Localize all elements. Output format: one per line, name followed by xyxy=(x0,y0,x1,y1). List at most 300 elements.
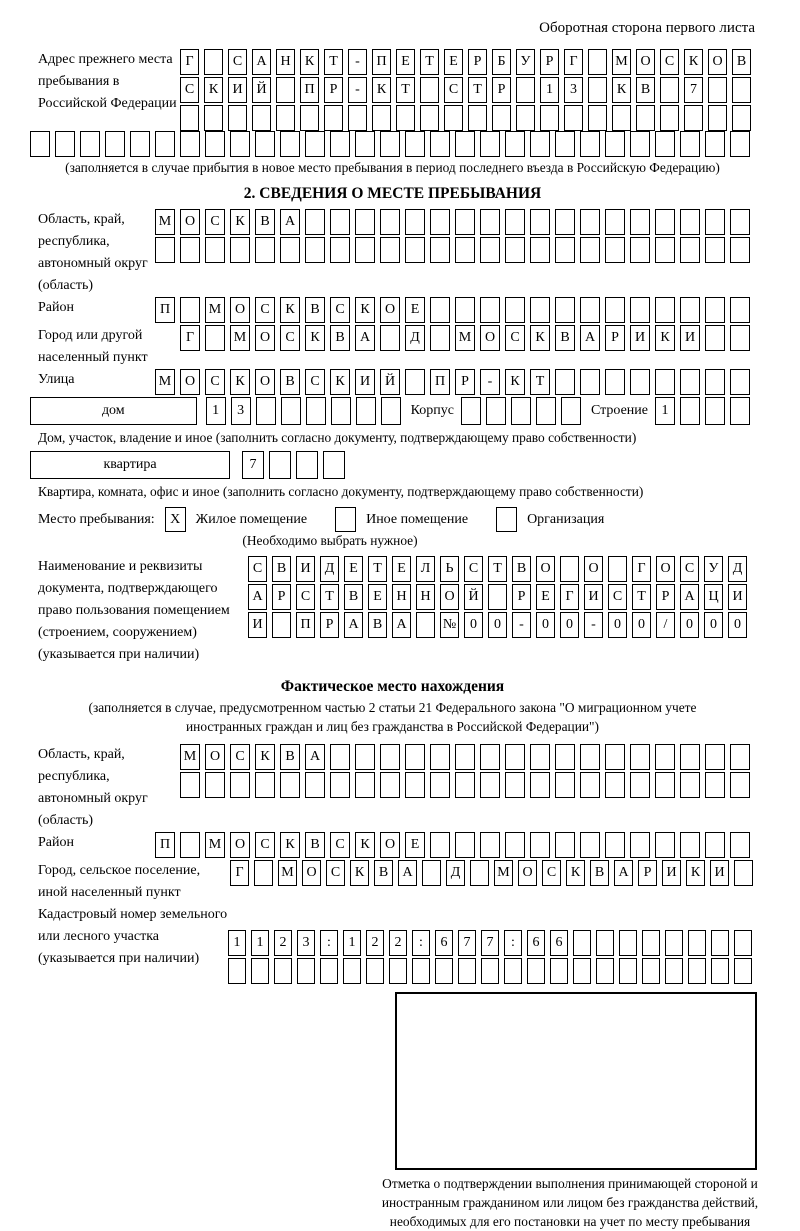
char-cell[interactable] xyxy=(605,369,625,395)
char-cell[interactable]: Т xyxy=(632,584,651,610)
char-cell[interactable]: В xyxy=(305,832,325,858)
char-cell[interactable] xyxy=(488,584,507,610)
char-cell[interactable] xyxy=(605,131,625,157)
char-cell[interactable] xyxy=(455,209,475,235)
char-cell[interactable]: С xyxy=(444,77,463,103)
char-cell[interactable] xyxy=(688,958,706,984)
char-cell[interactable]: С xyxy=(305,369,325,395)
char-cell[interactable] xyxy=(555,237,575,263)
char-cell[interactable]: А xyxy=(252,49,271,75)
char-cell[interactable] xyxy=(355,772,375,798)
char-cell[interactable]: А xyxy=(280,209,300,235)
char-cell[interactable] xyxy=(555,297,575,323)
char-cell[interactable]: К xyxy=(330,369,350,395)
char-cell[interactable] xyxy=(505,131,525,157)
char-cell[interactable]: 7 xyxy=(242,451,264,479)
char-cell[interactable] xyxy=(356,397,376,425)
char-cell[interactable] xyxy=(555,832,575,858)
char-cell[interactable] xyxy=(630,369,650,395)
char-cell[interactable]: В xyxy=(374,860,393,886)
char-cell[interactable]: А xyxy=(305,744,325,770)
char-cell[interactable] xyxy=(608,556,627,582)
char-cell[interactable] xyxy=(355,131,375,157)
char-cell[interactable] xyxy=(516,77,535,103)
char-cell[interactable] xyxy=(305,237,325,263)
char-cell[interactable] xyxy=(55,131,75,157)
char-cell[interactable] xyxy=(480,744,500,770)
char-cell[interactable] xyxy=(280,131,300,157)
char-cell[interactable] xyxy=(655,369,675,395)
char-cell[interactable] xyxy=(555,744,575,770)
char-cell[interactable] xyxy=(330,131,350,157)
char-cell[interactable]: К xyxy=(655,325,675,351)
char-cell[interactable]: Р xyxy=(512,584,531,610)
char-cell[interactable] xyxy=(416,612,435,638)
char-cell[interactable] xyxy=(530,297,550,323)
char-cell[interactable] xyxy=(580,772,600,798)
char-cell[interactable]: К xyxy=(305,325,325,351)
char-cell[interactable]: 7 xyxy=(458,930,476,956)
char-cell[interactable] xyxy=(205,237,225,263)
char-cell[interactable]: П xyxy=(296,612,315,638)
char-cell[interactable]: Е xyxy=(344,556,363,582)
char-cell[interactable] xyxy=(228,105,247,131)
char-cell[interactable] xyxy=(680,131,700,157)
char-cell[interactable]: И xyxy=(228,77,247,103)
char-cell[interactable] xyxy=(180,772,200,798)
char-cell[interactable]: К xyxy=(612,77,631,103)
char-cell[interactable] xyxy=(705,325,725,351)
char-cell[interactable]: Т xyxy=(530,369,550,395)
char-cell[interactable]: П xyxy=(430,369,450,395)
char-cell[interactable] xyxy=(180,131,200,157)
char-cell[interactable]: : xyxy=(504,930,522,956)
char-cell[interactable] xyxy=(348,105,367,131)
char-cell[interactable]: С xyxy=(464,556,483,582)
char-cell[interactable] xyxy=(331,397,351,425)
char-cell[interactable] xyxy=(320,958,338,984)
char-cell[interactable]: № xyxy=(440,612,459,638)
char-cell[interactable] xyxy=(580,832,600,858)
char-cell[interactable] xyxy=(230,772,250,798)
char-cell[interactable]: С xyxy=(280,325,300,351)
char-cell[interactable]: С xyxy=(255,832,275,858)
char-cell[interactable] xyxy=(555,772,575,798)
char-cell[interactable] xyxy=(420,105,439,131)
char-cell[interactable] xyxy=(269,451,291,479)
char-cell[interactable]: О xyxy=(380,297,400,323)
char-cell[interactable] xyxy=(380,131,400,157)
char-cell[interactable]: Т xyxy=(468,77,487,103)
char-cell[interactable]: - xyxy=(480,369,500,395)
char-cell[interactable]: И xyxy=(680,325,700,351)
char-cell[interactable] xyxy=(204,49,223,75)
char-cell[interactable]: С xyxy=(205,369,225,395)
char-cell[interactable] xyxy=(536,397,556,425)
char-cell[interactable] xyxy=(560,556,579,582)
char-cell[interactable]: Р xyxy=(468,49,487,75)
char-cell[interactable] xyxy=(435,958,453,984)
char-cell[interactable]: В xyxy=(590,860,609,886)
char-cell[interactable] xyxy=(730,131,750,157)
char-cell[interactable] xyxy=(730,832,750,858)
char-cell[interactable]: Г xyxy=(564,49,583,75)
char-cell[interactable] xyxy=(630,297,650,323)
char-cell[interactable]: Г xyxy=(560,584,579,610)
char-cell[interactable]: Т xyxy=(324,49,343,75)
char-cell[interactable]: В xyxy=(732,49,751,75)
char-cell[interactable] xyxy=(130,131,150,157)
char-cell[interactable] xyxy=(389,958,407,984)
char-cell[interactable] xyxy=(281,397,301,425)
char-cell[interactable] xyxy=(180,237,200,263)
char-cell[interactable]: С xyxy=(542,860,561,886)
char-cell[interactable]: 1 xyxy=(251,930,269,956)
char-cell[interactable]: О xyxy=(518,860,537,886)
char-cell[interactable] xyxy=(680,744,700,770)
char-cell[interactable] xyxy=(305,209,325,235)
char-cell[interactable]: О xyxy=(536,556,555,582)
char-cell[interactable]: 0 xyxy=(680,612,699,638)
char-cell[interactable]: Й xyxy=(252,77,271,103)
char-cell[interactable] xyxy=(655,297,675,323)
char-cell[interactable]: Ь xyxy=(440,556,459,582)
char-cell[interactable] xyxy=(455,131,475,157)
char-cell[interactable] xyxy=(655,832,675,858)
char-cell[interactable]: М xyxy=(155,369,175,395)
char-cell[interactable] xyxy=(380,772,400,798)
char-cell[interactable] xyxy=(730,397,750,425)
char-cell[interactable]: 2 xyxy=(274,930,292,956)
char-cell[interactable]: К xyxy=(350,860,369,886)
char-cell[interactable] xyxy=(580,131,600,157)
char-cell[interactable]: К xyxy=(530,325,550,351)
char-cell[interactable] xyxy=(380,325,400,351)
char-cell[interactable]: Р xyxy=(455,369,475,395)
char-cell[interactable] xyxy=(252,105,271,131)
char-cell[interactable] xyxy=(655,209,675,235)
char-cell[interactable] xyxy=(228,958,246,984)
char-cell[interactable] xyxy=(255,131,275,157)
char-cell[interactable]: Е xyxy=(405,832,425,858)
char-cell[interactable] xyxy=(530,237,550,263)
char-cell[interactable] xyxy=(505,237,525,263)
char-cell[interactable]: - xyxy=(348,77,367,103)
char-cell[interactable] xyxy=(480,237,500,263)
char-cell[interactable]: 2 xyxy=(389,930,407,956)
char-cell[interactable]: Р xyxy=(605,325,625,351)
char-cell[interactable] xyxy=(705,772,725,798)
char-cell[interactable]: Т xyxy=(320,584,339,610)
char-cell[interactable] xyxy=(272,612,291,638)
checkbox-inoe[interactable] xyxy=(335,507,356,532)
char-cell[interactable]: С xyxy=(680,556,699,582)
char-cell[interactable]: 6 xyxy=(527,930,545,956)
char-cell[interactable]: 1 xyxy=(655,397,675,425)
char-cell[interactable] xyxy=(280,237,300,263)
char-cell[interactable]: П xyxy=(155,832,175,858)
char-cell[interactable] xyxy=(455,297,475,323)
char-cell[interactable] xyxy=(688,930,706,956)
char-cell[interactable] xyxy=(630,744,650,770)
char-cell[interactable] xyxy=(732,77,751,103)
char-cell[interactable]: Н xyxy=(276,49,295,75)
char-cell[interactable] xyxy=(205,325,225,351)
char-cell[interactable]: Т xyxy=(488,556,507,582)
char-cell[interactable] xyxy=(605,237,625,263)
char-cell[interactable]: В xyxy=(512,556,531,582)
char-cell[interactable] xyxy=(612,105,631,131)
char-cell[interactable] xyxy=(516,105,535,131)
char-cell[interactable]: В xyxy=(280,369,300,395)
char-cell[interactable] xyxy=(255,237,275,263)
char-cell[interactable]: О xyxy=(255,325,275,351)
char-cell[interactable] xyxy=(636,105,655,131)
char-cell[interactable] xyxy=(330,772,350,798)
char-cell[interactable] xyxy=(324,105,343,131)
char-cell[interactable]: Ц xyxy=(704,584,723,610)
char-cell[interactable]: С xyxy=(255,297,275,323)
char-cell[interactable] xyxy=(605,832,625,858)
char-cell[interactable]: С xyxy=(180,77,199,103)
char-cell[interactable]: 0 xyxy=(728,612,747,638)
char-cell[interactable] xyxy=(655,772,675,798)
char-cell[interactable] xyxy=(708,105,727,131)
char-cell[interactable]: О xyxy=(230,297,250,323)
char-cell[interactable] xyxy=(527,958,545,984)
char-cell[interactable]: К xyxy=(372,77,391,103)
char-cell[interactable] xyxy=(180,105,199,131)
char-cell[interactable] xyxy=(660,77,679,103)
char-cell[interactable]: К xyxy=(505,369,525,395)
char-cell[interactable]: В xyxy=(330,325,350,351)
char-cell[interactable] xyxy=(481,958,499,984)
char-cell[interactable] xyxy=(665,958,683,984)
char-cell[interactable]: А xyxy=(614,860,633,886)
char-cell[interactable] xyxy=(596,958,614,984)
char-cell[interactable]: Р xyxy=(540,49,559,75)
char-cell[interactable] xyxy=(680,832,700,858)
char-cell[interactable] xyxy=(505,297,525,323)
char-cell[interactable]: Г xyxy=(230,860,249,886)
char-cell[interactable] xyxy=(630,209,650,235)
char-cell[interactable]: А xyxy=(344,612,363,638)
char-cell[interactable] xyxy=(180,297,200,323)
char-cell[interactable] xyxy=(380,209,400,235)
char-cell[interactable] xyxy=(711,958,729,984)
char-cell[interactable]: С xyxy=(230,744,250,770)
char-cell[interactable] xyxy=(680,397,700,425)
char-cell[interactable]: С xyxy=(330,297,350,323)
char-cell[interactable] xyxy=(330,744,350,770)
char-cell[interactable] xyxy=(430,325,450,351)
char-cell[interactable]: М xyxy=(155,209,175,235)
char-cell[interactable]: К xyxy=(230,209,250,235)
char-cell[interactable]: 0 xyxy=(608,612,627,638)
char-cell[interactable] xyxy=(665,930,683,956)
char-cell[interactable]: О xyxy=(708,49,727,75)
char-cell[interactable]: М xyxy=(205,297,225,323)
char-cell[interactable]: К xyxy=(686,860,705,886)
char-cell[interactable] xyxy=(343,958,361,984)
char-cell[interactable]: О xyxy=(255,369,275,395)
char-cell[interactable] xyxy=(80,131,100,157)
char-cell[interactable]: Н xyxy=(416,584,435,610)
char-cell[interactable]: А xyxy=(680,584,699,610)
char-cell[interactable]: К xyxy=(280,297,300,323)
char-cell[interactable]: 0 xyxy=(536,612,555,638)
char-cell[interactable] xyxy=(355,744,375,770)
char-cell[interactable]: М xyxy=(180,744,200,770)
char-cell[interactable] xyxy=(530,772,550,798)
char-cell[interactable]: 3 xyxy=(564,77,583,103)
char-cell[interactable]: В xyxy=(368,612,387,638)
char-cell[interactable]: Б xyxy=(492,49,511,75)
char-cell[interactable] xyxy=(555,369,575,395)
char-cell[interactable] xyxy=(655,237,675,263)
char-cell[interactable]: К xyxy=(280,832,300,858)
char-cell[interactable] xyxy=(730,369,750,395)
char-cell[interactable]: О xyxy=(230,832,250,858)
char-cell[interactable] xyxy=(564,105,583,131)
char-cell[interactable]: О xyxy=(302,860,321,886)
char-cell[interactable] xyxy=(372,105,391,131)
char-cell[interactable] xyxy=(444,105,463,131)
char-cell[interactable]: Д xyxy=(446,860,465,886)
char-cell[interactable] xyxy=(405,744,425,770)
char-cell[interactable] xyxy=(619,958,637,984)
char-cell[interactable] xyxy=(561,397,581,425)
char-cell[interactable] xyxy=(734,860,753,886)
char-cell[interactable] xyxy=(530,832,550,858)
char-cell[interactable] xyxy=(405,369,425,395)
char-cell[interactable] xyxy=(480,131,500,157)
char-cell[interactable]: 6 xyxy=(435,930,453,956)
char-cell[interactable] xyxy=(366,958,384,984)
char-cell[interactable] xyxy=(573,930,591,956)
char-cell[interactable] xyxy=(470,860,489,886)
char-cell[interactable]: Н xyxy=(392,584,411,610)
char-cell[interactable] xyxy=(605,744,625,770)
char-cell[interactable] xyxy=(655,131,675,157)
char-cell[interactable] xyxy=(680,297,700,323)
char-cell[interactable] xyxy=(705,209,725,235)
char-cell[interactable]: Е xyxy=(536,584,555,610)
char-cell[interactable] xyxy=(705,744,725,770)
char-cell[interactable]: О xyxy=(440,584,459,610)
char-cell[interactable]: С xyxy=(205,209,225,235)
apartment-type-box[interactable]: квартира xyxy=(30,451,230,479)
char-cell[interactable]: Е xyxy=(396,49,415,75)
char-cell[interactable]: Д xyxy=(728,556,747,582)
char-cell[interactable] xyxy=(730,209,750,235)
char-cell[interactable]: В xyxy=(305,297,325,323)
char-cell[interactable]: Р xyxy=(638,860,657,886)
char-cell[interactable]: В xyxy=(344,584,363,610)
char-cell[interactable]: Р xyxy=(492,77,511,103)
char-cell[interactable]: 1 xyxy=(343,930,361,956)
char-cell[interactable]: И xyxy=(584,584,603,610)
char-cell[interactable]: С xyxy=(330,832,350,858)
char-cell[interactable] xyxy=(230,237,250,263)
char-cell[interactable]: К xyxy=(300,49,319,75)
char-cell[interactable] xyxy=(255,772,275,798)
char-cell[interactable] xyxy=(205,772,225,798)
char-cell[interactable] xyxy=(505,744,525,770)
char-cell[interactable]: 0 xyxy=(488,612,507,638)
char-cell[interactable] xyxy=(461,397,481,425)
char-cell[interactable]: Й xyxy=(464,584,483,610)
char-cell[interactable]: 2 xyxy=(366,930,384,956)
char-cell[interactable]: Г xyxy=(180,325,200,351)
char-cell[interactable] xyxy=(276,77,295,103)
char-cell[interactable]: М xyxy=(205,832,225,858)
char-cell[interactable] xyxy=(550,958,568,984)
char-cell[interactable] xyxy=(420,77,439,103)
char-cell[interactable] xyxy=(180,832,200,858)
char-cell[interactable]: У xyxy=(704,556,723,582)
char-cell[interactable] xyxy=(540,105,559,131)
char-cell[interactable] xyxy=(680,369,700,395)
char-cell[interactable] xyxy=(730,237,750,263)
char-cell[interactable] xyxy=(680,209,700,235)
char-cell[interactable]: Р xyxy=(324,77,343,103)
char-cell[interactable] xyxy=(405,237,425,263)
char-cell[interactable] xyxy=(455,772,475,798)
char-cell[interactable] xyxy=(705,297,725,323)
char-cell[interactable] xyxy=(105,131,125,157)
checkbox-zhiloe[interactable]: X xyxy=(165,507,186,532)
char-cell[interactable] xyxy=(405,209,425,235)
char-cell[interactable] xyxy=(530,744,550,770)
char-cell[interactable] xyxy=(355,237,375,263)
char-cell[interactable] xyxy=(405,772,425,798)
char-cell[interactable] xyxy=(605,772,625,798)
char-cell[interactable] xyxy=(708,77,727,103)
char-cell[interactable]: О xyxy=(636,49,655,75)
char-cell[interactable] xyxy=(730,772,750,798)
char-cell[interactable] xyxy=(660,105,679,131)
char-cell[interactable]: К xyxy=(204,77,223,103)
char-cell[interactable] xyxy=(251,958,269,984)
char-cell[interactable]: Й xyxy=(380,369,400,395)
char-cell[interactable]: Г xyxy=(632,556,651,582)
char-cell[interactable] xyxy=(588,77,607,103)
char-cell[interactable] xyxy=(630,237,650,263)
char-cell[interactable]: В xyxy=(280,744,300,770)
char-cell[interactable] xyxy=(573,958,591,984)
char-cell[interactable] xyxy=(642,958,660,984)
char-cell[interactable] xyxy=(705,131,725,157)
char-cell[interactable] xyxy=(296,451,318,479)
char-cell[interactable]: К xyxy=(255,744,275,770)
char-cell[interactable] xyxy=(505,832,525,858)
char-cell[interactable]: В xyxy=(255,209,275,235)
char-cell[interactable] xyxy=(580,369,600,395)
char-cell[interactable] xyxy=(480,772,500,798)
char-cell[interactable] xyxy=(480,209,500,235)
char-cell[interactable]: 7 xyxy=(684,77,703,103)
char-cell[interactable]: Т xyxy=(420,49,439,75)
char-cell[interactable]: И xyxy=(355,369,375,395)
char-cell[interactable] xyxy=(405,131,425,157)
char-cell[interactable]: С xyxy=(505,325,525,351)
char-cell[interactable]: Р xyxy=(272,584,291,610)
char-cell[interactable]: Т xyxy=(396,77,415,103)
char-cell[interactable]: К xyxy=(355,297,375,323)
char-cell[interactable] xyxy=(711,930,729,956)
char-cell[interactable] xyxy=(380,237,400,263)
